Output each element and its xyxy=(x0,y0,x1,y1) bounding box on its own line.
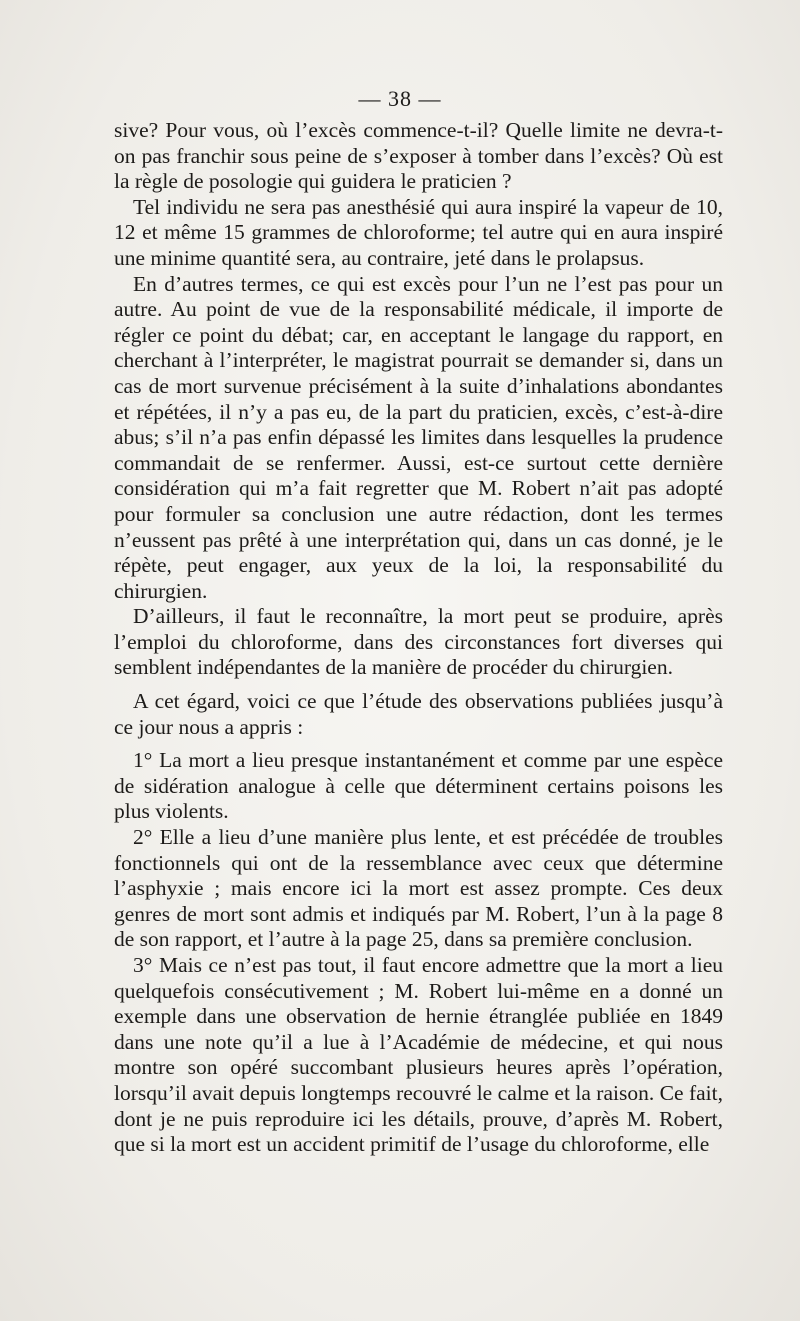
body-text xyxy=(114,118,723,1158)
list-item-3: 3° Mais ce n’est pas tout, il faut encore admettre que la mort a lieu quelquefois consécutivement ; M. Robert lui-même en a donné un exemple dans une observation de hernie étranglée publiée en 1849 dans une note qu’il a lue à l’Académie de médecine, et qui nous montre son opéré succombant plusieurs heures après l’opération, lorsqu’il avait depuis longtemps recouvré le calme et la raison. Ce fait, dont je ne puis reproduire ici les détails, prouve, d’après M. Robert, que si la mort est un accident primitif de l’usage du chloroforme, elle xyxy=(114,953,723,1157)
page-number: — 38 — xyxy=(358,86,442,111)
paragraph: En d’autres termes, ce qui est excès pour l’un ne l’est pas pour un autre. Au point de vue de la responsabilité médicale, il importe de régler ce point du débat; car, en acceptant le langage du rapport, en cherchant à l’interpréter, le magistrat pourrait se demander si, dans un cas de mort survenue précisément à la suite d’inhalations abondantes et répétées, il n’y a pas eu, de la part du praticien, excès, c’est-à-dire abus; s’il n’a pas enfin dépassé les limites dans lesquelles la prudence commandait de se renfermer. Aussi, est-ce surtout cette dernière considération qui m’a fait regretter que M. Robert n’ait pas adopté pour formuler sa conclusion une autre rédaction, dont les termes n’eussent pas prêté à une interprétation qui, dans un cas donné, je le répète, peut engager, aux yeux de la loi, la responsabilité du chirurgien. xyxy=(114,271,723,603)
paragraph: A cet égard, voici ce que l’étude des observations publiées jusqu’à ce jour nous a appris : xyxy=(114,689,723,739)
list-item-1: 1° La mort a lieu presque instantanément et comme par une espèce de sidération analogue à celle que déterminent certains poisons les plus violents. xyxy=(114,748,723,824)
paragraph: Tel individu ne sera pas anesthésié qui aura inspiré la vapeur de 10, 12 et même 15 grammes de chloroforme; tel autre qui en aura inspiré une minime quantité sera, au contraire, jeté dans le prolapsus. xyxy=(114,194,723,270)
list-item-2: 2° Elle a lieu d’une manière plus lente, et est précédée de troubles fonctionnels qui ont de la ressemblance avec ceux que détermine l’asphyxie ; mais encore ici la mort est assez prompte. Ces deux genres de mort sont admis et indiqués par M. Robert, l’un à la page 8 de son rapport, et l’autre à la page 25, dans sa première conclusion. xyxy=(114,825,723,952)
paragraph-continuation: sive? Pour vous, où l’excès commence-t-il? Quelle limite ne devra-t-on pas franchir sous peine de s’exposer à tomber dans l’excès? Où est la règle de posologie qui guidera le praticien ? xyxy=(114,118,723,194)
paragraph: D’ailleurs, il faut le reconnaître, la mort peut se produire, après l’emploi du chloroforme, dans des circonstances fort diverses qui semblent indépendantes de la manière de procéder du chirurgien. xyxy=(114,604,723,680)
